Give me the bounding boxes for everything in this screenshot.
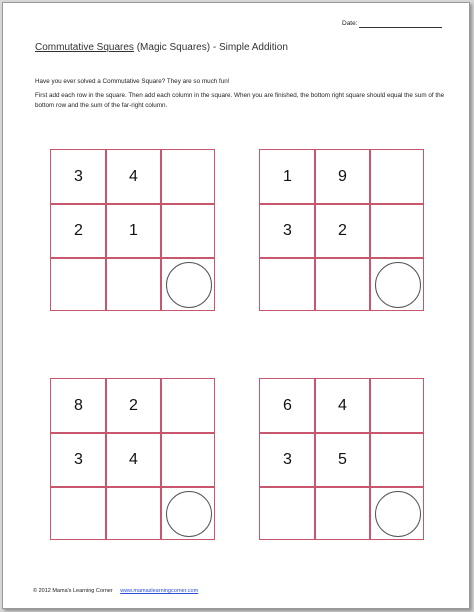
square-cell[interactable]: 3 <box>283 222 292 239</box>
square-cell[interactable] <box>370 487 425 541</box>
magic-square-bottom-left <box>50 378 215 540</box>
worksheet-page <box>2 2 470 609</box>
magic-square-top-right <box>259 149 424 311</box>
square-cell[interactable]: 4 <box>129 168 138 185</box>
answer-circle[interactable] <box>166 491 212 537</box>
square-cell[interactable]: 6 <box>283 397 292 414</box>
title-underlined: Commutative Squares <box>35 42 134 53</box>
square-cell[interactable]: 2 <box>338 222 347 239</box>
square-cell[interactable] <box>370 258 425 312</box>
answer-circle[interactable] <box>375 491 421 537</box>
square-cell[interactable]: 8 <box>74 397 83 414</box>
square-cell[interactable] <box>106 487 161 541</box>
square-cell[interactable]: 3 <box>74 451 83 468</box>
answer-circle[interactable] <box>166 262 212 308</box>
square-cell[interactable] <box>260 258 315 312</box>
square-cell[interactable]: 1 <box>283 168 292 185</box>
square-cell[interactable]: 4 <box>338 397 347 414</box>
square-cell[interactable] <box>161 150 216 204</box>
copyright-text: © 2012 Mama's Learning Corner <box>33 588 113 594</box>
instructions-text: First add each row in the square. Then add each column in the square. When you are finished, the bottom right square should equal the sum of the bottom row and the sum of the far-right column. <box>35 92 445 109</box>
answer-circle[interactable] <box>375 262 421 308</box>
date-label: Date: <box>342 20 358 27</box>
square-cell[interactable]: 1 <box>129 222 138 239</box>
intro-text: Have you ever solved a Commutative Square? They are so much fun! <box>35 78 230 85</box>
square-cell[interactable]: 4 <box>129 451 138 468</box>
square-cell[interactable]: 3 <box>74 168 83 185</box>
magic-square-top-left <box>50 149 215 311</box>
square-cell[interactable] <box>315 487 370 541</box>
square-cell[interactable] <box>370 433 425 487</box>
square-cell[interactable]: 2 <box>129 397 138 414</box>
date-input-line[interactable] <box>359 27 442 28</box>
square-cell[interactable] <box>161 433 216 487</box>
footer <box>33 588 198 594</box>
square-cell[interactable] <box>370 204 425 258</box>
magic-square-bottom-right <box>259 378 424 540</box>
square-cell[interactable] <box>161 487 216 541</box>
square-cell[interactable] <box>161 258 216 312</box>
square-cell[interactable]: 5 <box>338 451 347 468</box>
square-cell[interactable] <box>51 258 106 312</box>
square-cell[interactable]: 9 <box>338 168 347 185</box>
square-cell[interactable] <box>161 204 216 258</box>
square-cell[interactable] <box>370 379 425 433</box>
square-cell[interactable] <box>315 258 370 312</box>
square-cell[interactable]: 2 <box>74 222 83 239</box>
square-cell[interactable] <box>161 379 216 433</box>
square-cell[interactable] <box>370 150 425 204</box>
website-link[interactable]: www.mamaslearningcorner.com <box>120 588 199 594</box>
square-cell[interactable]: 3 <box>283 451 292 468</box>
page-title <box>35 42 288 53</box>
square-cell[interactable] <box>260 487 315 541</box>
square-cell[interactable] <box>51 487 106 541</box>
title-rest: (Magic Squares) - Simple Addition <box>133 42 288 53</box>
square-cell[interactable] <box>106 258 161 312</box>
